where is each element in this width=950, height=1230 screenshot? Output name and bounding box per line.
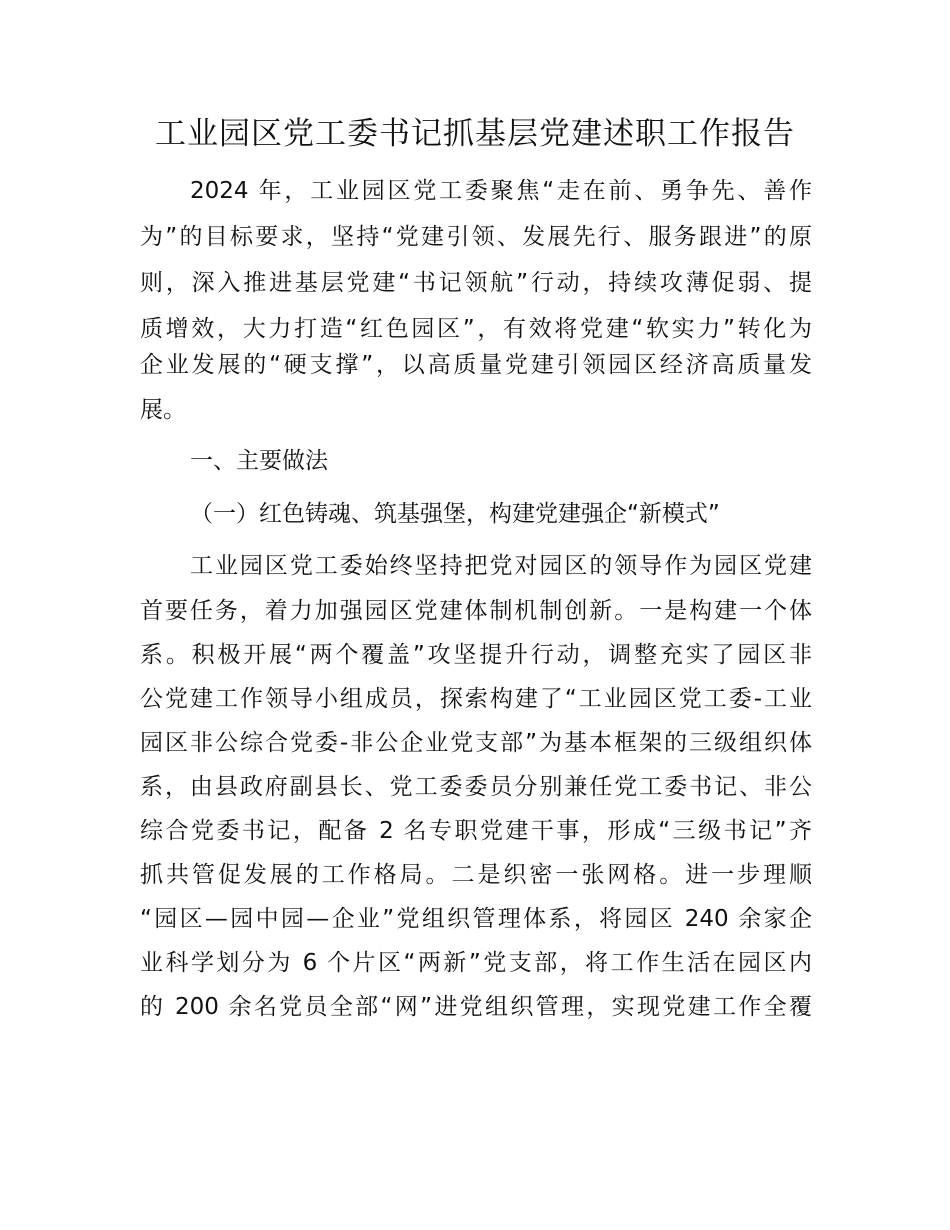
body-line: 园区非公综合党委-非公企业党支部”为基本框架的三级组织体	[140, 730, 812, 756]
intro-line: 则，深入推进基层党建“书记领航”行动，持续攻薄促弱、提	[140, 270, 812, 296]
body-line: “园区—园中园—企业”党组织管理体系，将园区 240 余家企	[140, 906, 812, 932]
intro-line: 2024 年，工业园区党工委聚焦“走在前、勇争先、善作	[190, 178, 812, 204]
body-line: 综合党委书记，配备 2 名专职党建干事，形成“三级书记”齐	[140, 818, 812, 844]
subsection-heading: （一）红色铸魂、筑基强堡，构建党建强企“新模式”	[190, 501, 720, 527]
intro-line: 企业发展的“硬支撑”，以高质量党建引领园区经济高质量发	[140, 352, 812, 378]
body-line: 抓共管促发展的工作格局。二是织密一张网格。进一步理顺	[140, 862, 812, 888]
intro-line: 展。	[140, 397, 186, 423]
body-line: 系。积极开展“两个覆盖”攻坚提升行动，调整充实了园区非	[140, 642, 812, 668]
body-line: 公党建工作领导小组成员，探索构建了“工业园区党工委-工业	[140, 686, 812, 712]
document-title: 工业园区党工委书记抓基层党建述职工作报告	[155, 116, 795, 152]
body-line: 系，由县政府副县长、党工委委员分别兼任党工委书记、非公	[140, 774, 812, 800]
section-heading: 一、主要做法	[190, 448, 328, 474]
body-line: 工业园区党工委始终坚持把党对园区的领导作为园区党建	[190, 553, 812, 579]
intro-line: 质增效，大力打造“红色园区”，有效将党建“软实力”转化为	[140, 316, 812, 342]
body-line: 首要任务，着力加强园区党建体制机制创新。一是构建一个体	[140, 598, 812, 624]
body-line: 的 200 余名党员全部“网”进党组织管理，实现党建工作全覆	[140, 994, 812, 1020]
body-line: 业科学划分为 6 个片区“两新”党支部，将工作生活在园区内	[140, 950, 812, 976]
intro-line: 为”的目标要求，坚持“党建引领、发展先行、服务跟进”的原	[140, 224, 812, 250]
